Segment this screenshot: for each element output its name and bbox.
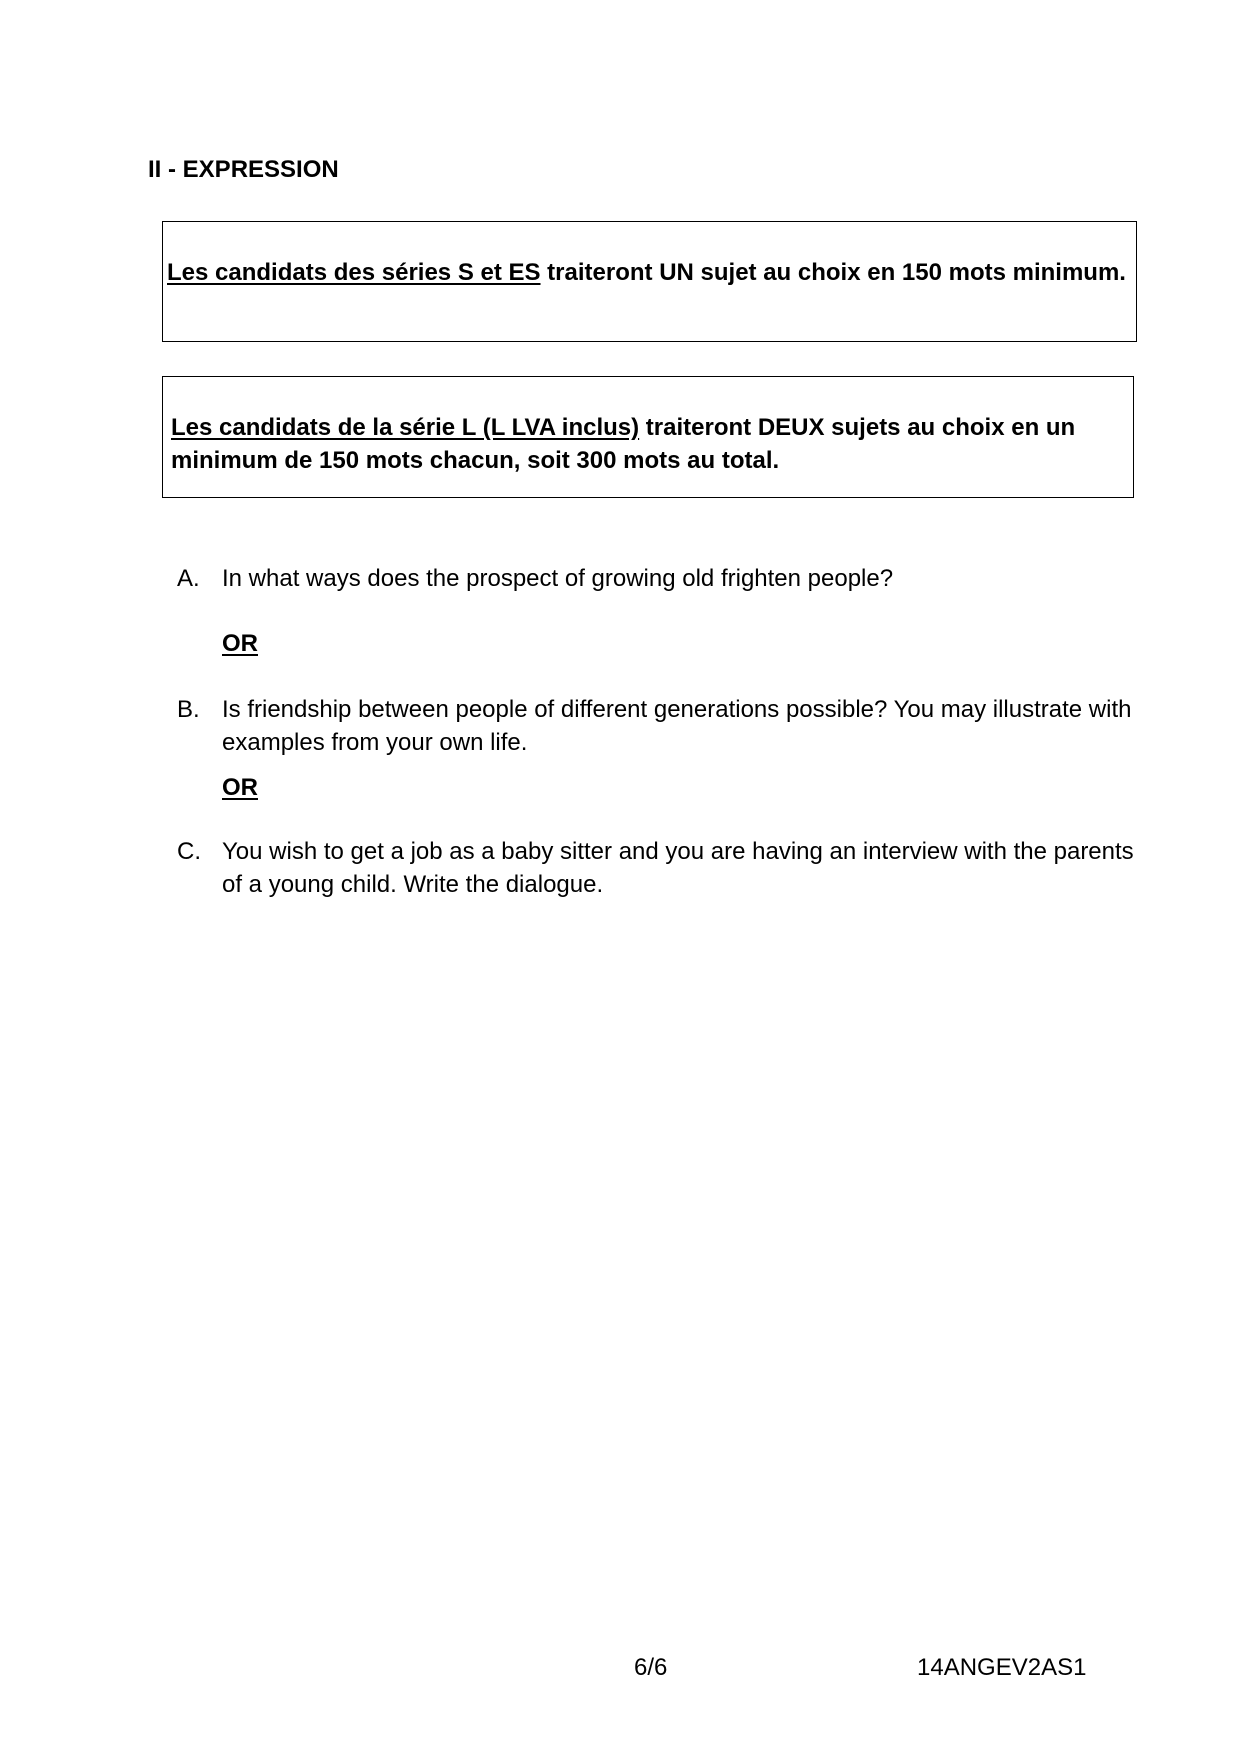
question-a [177,562,1137,595]
question-list [177,562,1137,901]
or-separator: OR [222,630,258,657]
instruction-box-s-es [162,221,1137,342]
question-text: You wish to get a job as a baby sitter and you are having an interview with the parents of a young child. Write the dialogue. [222,838,1134,898]
instruction-text-s-es [167,256,1128,289]
instruction-underlined-s-es: Les candidats des séries S et ES [167,259,541,286]
question-letter: C. [177,838,201,865]
question-text: Is friendship between people of different generations possible? You may illustrate with examples from your own life. [222,696,1132,756]
question-letter: A. [177,565,200,592]
question-c [177,835,1137,901]
instruction-underlined-l: Les candidats de la série L (L LVA inclus) [171,414,640,441]
instruction-rest-l: traiteront DEUX sujets au choix en un minimum de 150 mots chacun, soit 300 mots au total. [171,414,1076,474]
question-letter: B. [177,696,200,723]
page-number: 6/6 [634,1654,668,1681]
instruction-rest-s-es: traiteront UN sujet au choix en 150 mots minimum. [540,259,1126,286]
section-title: II - EXPRESSION [148,156,339,183]
instruction-box-l [162,376,1134,498]
question-text: In what ways does the prospect of growing old frighten people? [222,565,894,592]
document-code: 14ANGEV2AS1 [917,1654,1087,1681]
or-separator: OR [222,774,258,801]
question-b [177,693,1137,759]
instruction-text-l [171,411,1123,477]
